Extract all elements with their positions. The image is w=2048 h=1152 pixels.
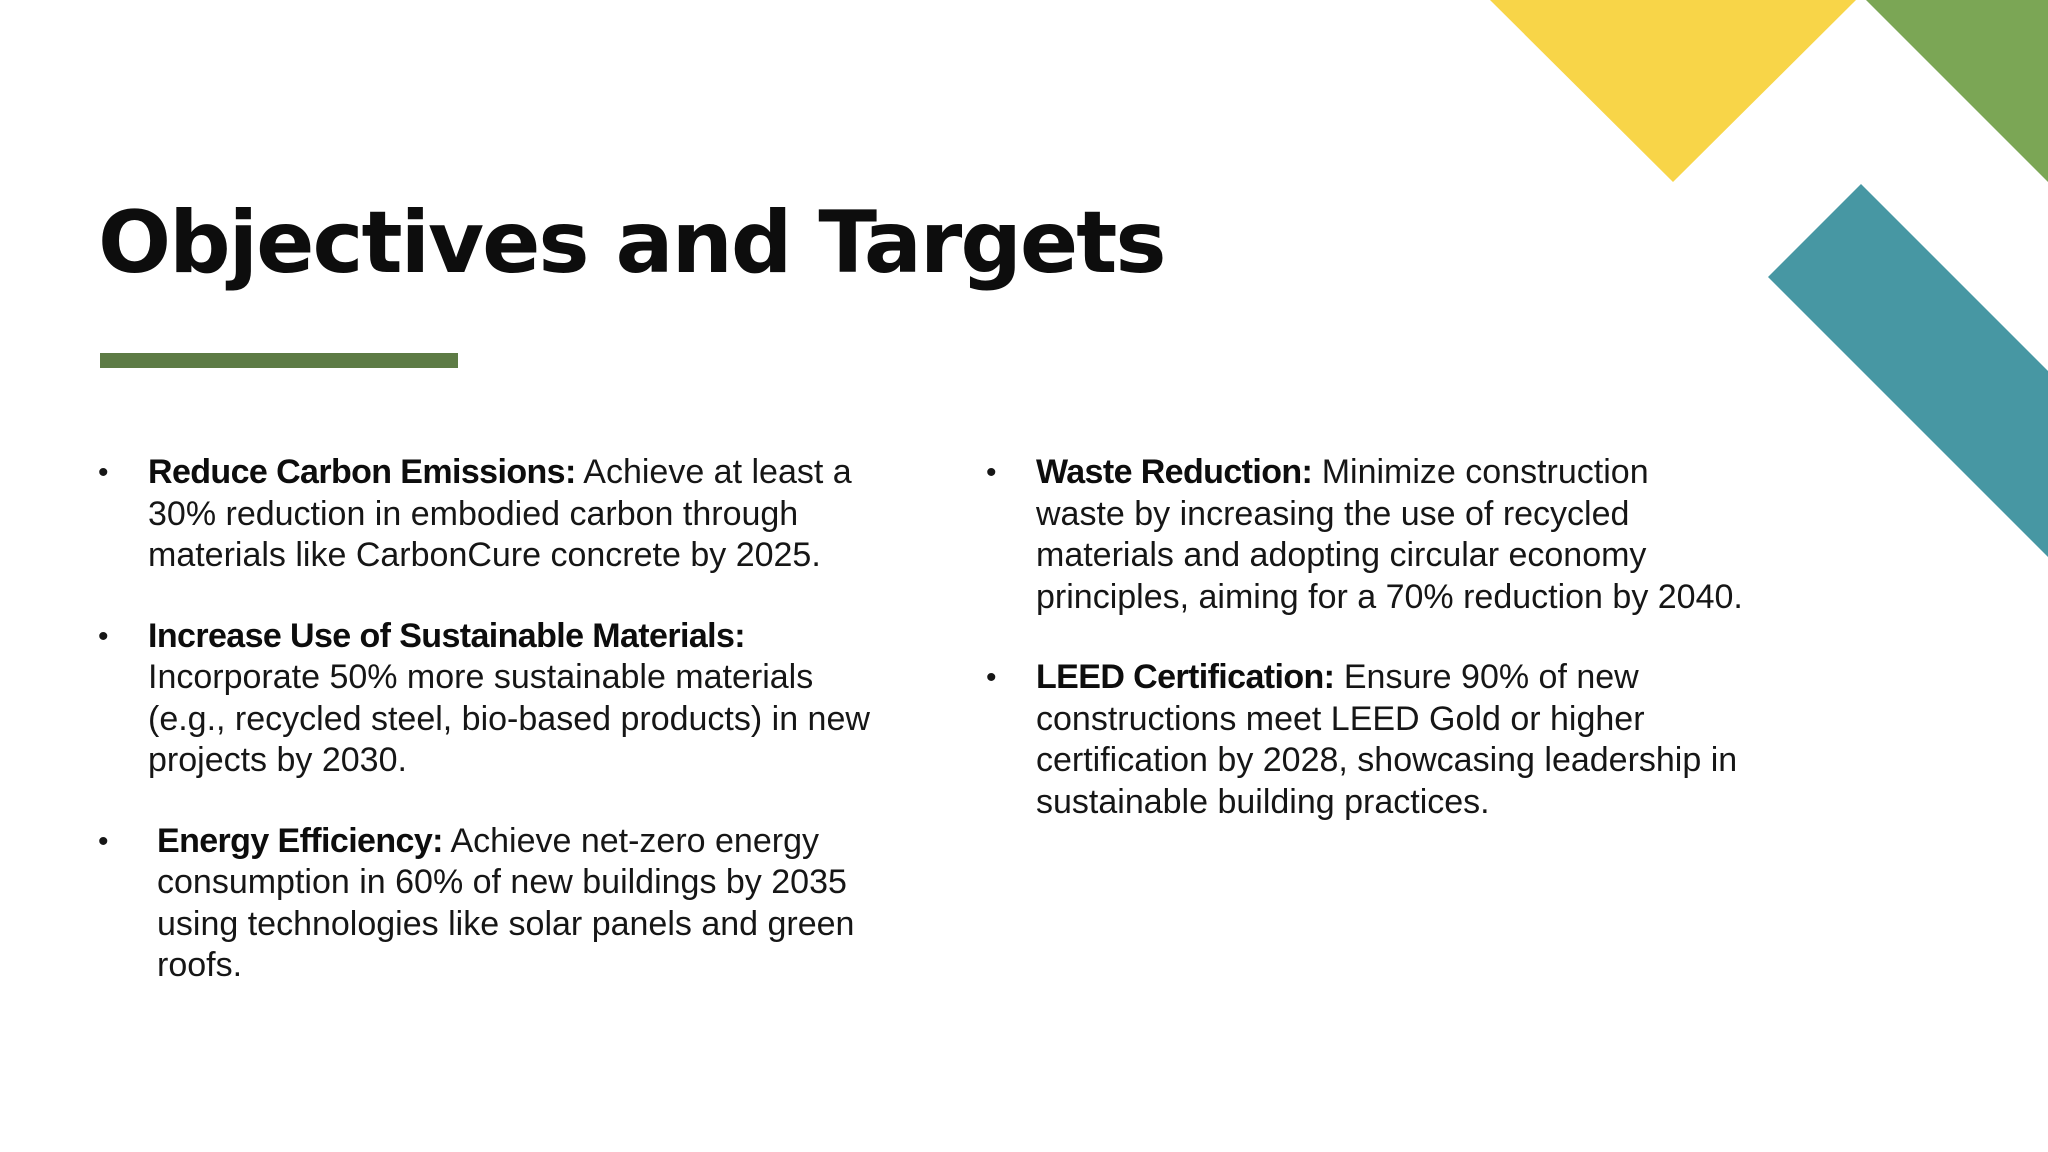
item-text: Ensure 90% of new constructions meet LEED Gold or higher certification by 2028, showcasing leadership in sustainable building practices. — [1036, 658, 1738, 821]
bullet-icon: • — [986, 456, 997, 489]
bullet-icon: • — [98, 824, 109, 858]
list-item — [986, 452, 1746, 618]
list-item — [98, 821, 878, 987]
page-title: Objectives and Targets — [98, 193, 1165, 293]
objectives-left-column — [98, 452, 878, 1026]
item-label: Reduce Carbon Emissions: — [148, 453, 576, 491]
green-triangle-shape — [1866, 0, 2048, 182]
item-label: LEED Certification: — [1036, 658, 1335, 696]
item-label: Energy Efficiency: — [157, 821, 443, 860]
item-text: Minimize construction waste by increasing the use of recycled materials and adopting circular economy principles, aiming for a 70% reduction by 2040. — [1036, 453, 1743, 616]
list-item — [986, 657, 1746, 823]
title-underline — [100, 353, 458, 368]
list-item — [98, 616, 878, 782]
bullet-icon: • — [986, 661, 997, 694]
item-text: Incorporate 50% more sustainable materials (e.g., recycled steel, bio-based products) in new projects by 2030. — [148, 658, 870, 779]
teal-band-shape — [1768, 184, 2048, 557]
item-label: Increase Use of Sustainable Materials: — [148, 616, 746, 655]
yellow-triangle-shape — [1490, 0, 1856, 182]
item-label: Waste Reduction: — [1036, 453, 1313, 491]
objectives-right-column — [986, 452, 1746, 862]
item-text: Achieve at least a 30% reduction in embodied carbon through materials like CarbonCure concrete by 2025. — [148, 453, 852, 574]
bullet-icon: • — [98, 619, 109, 653]
bullet-icon: • — [98, 456, 109, 489]
list-item — [98, 452, 878, 577]
item-text: Achieve net-zero energy consumption in 60% of new buildings by 2035 using technologies like solar panels and green roofs. — [157, 821, 855, 984]
